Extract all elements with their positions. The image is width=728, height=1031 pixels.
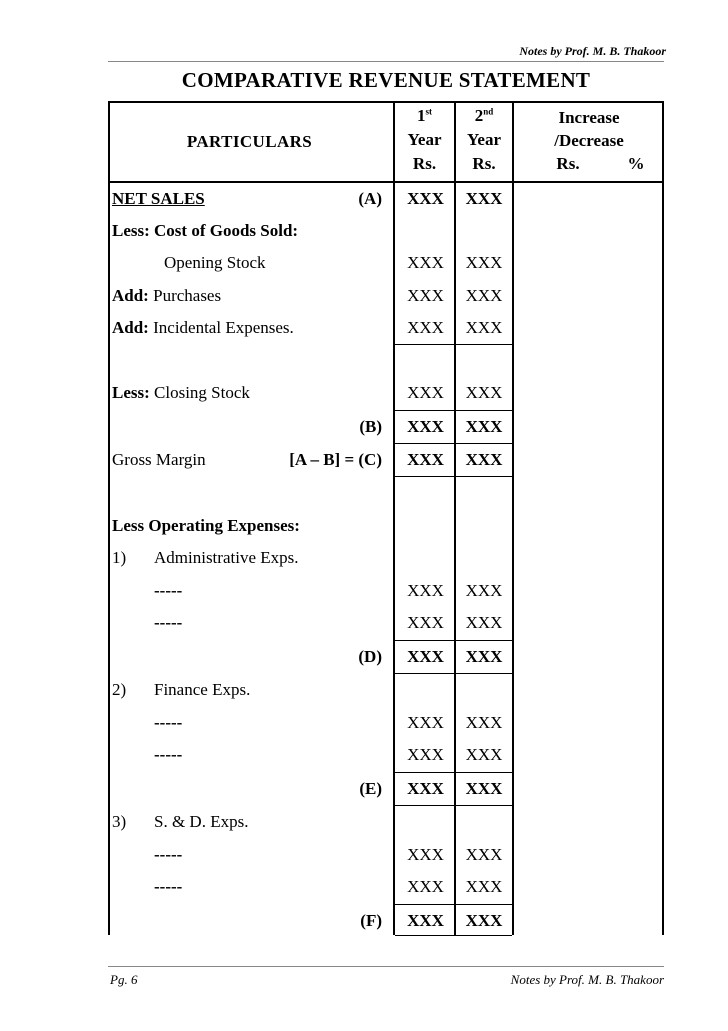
row-label-prefix: Add: xyxy=(112,318,149,337)
row-label: NET SALES xyxy=(112,189,205,208)
table-row-closing-stock xyxy=(108,377,664,409)
row-label-prefix: Add: xyxy=(112,286,149,305)
row-marker: (D) xyxy=(358,647,382,666)
year1-value: XXX xyxy=(407,647,444,666)
table-row-finance-item xyxy=(108,739,664,771)
year2-value: XXX xyxy=(465,911,503,930)
row-label: Administrative Exps. xyxy=(154,548,299,567)
row-label-group xyxy=(112,377,250,409)
header-decrease: /Decrease xyxy=(554,131,624,150)
row-label: ----- xyxy=(154,713,183,732)
header-year1-rs: Rs. xyxy=(412,154,437,173)
table-row-finance-item xyxy=(108,707,664,739)
year2-value: XXX xyxy=(465,647,503,666)
table-row-sd-item xyxy=(108,871,664,903)
year2-ordinal: 2 xyxy=(474,106,484,125)
table-row-gross-margin xyxy=(108,444,664,476)
year2-value: XXX xyxy=(465,845,503,864)
row-marker: (E) xyxy=(359,779,382,798)
year2-value: XXX xyxy=(465,253,503,272)
row-marker: [A – B] = (C) xyxy=(289,450,382,469)
table-row-incidental-expenses xyxy=(108,312,664,344)
row-label: S. & D. Exps. xyxy=(154,812,249,831)
table-row-total-b xyxy=(108,411,664,443)
page-number: Pg. 6 xyxy=(110,972,138,987)
subtotal-rule xyxy=(395,344,512,345)
year2-value: XXX xyxy=(465,713,503,732)
subtotal-rule xyxy=(395,935,512,936)
header-note: Notes by Prof. M. B. Thakoor xyxy=(519,44,666,58)
row-label: ----- xyxy=(154,845,183,864)
subtotal-rule xyxy=(395,476,512,477)
row-label: Gross Margin xyxy=(112,450,206,469)
year2-value: XXX xyxy=(465,383,503,402)
revenue-table xyxy=(108,101,664,935)
header-year1-number xyxy=(395,105,454,127)
table-row-opening-stock xyxy=(108,247,664,279)
year1-value: XXX xyxy=(407,877,444,896)
row-label: Purchases xyxy=(153,286,222,305)
row-marker: (F) xyxy=(360,911,382,930)
footer-note: Notes by Prof. M. B. Thakoor xyxy=(510,972,664,987)
year1-value: XXX xyxy=(407,779,444,798)
table-row-administrative-exps xyxy=(108,542,664,574)
row-label: Less Operating Expenses: xyxy=(112,516,300,535)
row-number: 3) xyxy=(112,812,127,831)
row-marker: (B) xyxy=(359,417,382,436)
year2-value: XXX xyxy=(465,450,503,469)
row-number: 2) xyxy=(112,680,127,699)
year1-value: XXX xyxy=(407,911,444,930)
year2-value: XXX xyxy=(465,745,503,764)
table-row-admin-item xyxy=(108,575,664,607)
year1-value: XXX xyxy=(407,581,444,600)
row-label: Opening Stock xyxy=(164,253,266,272)
year1-value: XXX xyxy=(407,613,444,632)
row-label: ----- xyxy=(154,877,183,896)
page-title: COMPARATIVE REVENUE STATEMENT xyxy=(181,68,591,92)
footer-divider xyxy=(108,966,664,967)
header-divider xyxy=(108,61,664,62)
table-row-total-e xyxy=(108,773,664,805)
row-label-group xyxy=(112,312,294,344)
header-year2-rs: Rs. xyxy=(472,154,496,173)
year1-value: XXX xyxy=(407,450,444,469)
table-row-net-sales xyxy=(108,183,664,215)
year1-value: XXX xyxy=(407,845,444,864)
header-particulars: PARTICULARS xyxy=(186,132,313,151)
year1-superscript: st xyxy=(425,106,432,117)
year1-value: XXX xyxy=(407,286,444,305)
header-year1-year: Year xyxy=(407,130,442,149)
table-row-cogs-heading xyxy=(108,215,664,247)
year1-value: XXX xyxy=(407,417,444,436)
table-row-operating-expenses-heading xyxy=(108,510,664,542)
row-label: Less: Cost of Goods Sold: xyxy=(112,221,299,240)
year1-value: XXX xyxy=(407,383,444,402)
year1-value: XXX xyxy=(407,189,444,208)
row-label-group xyxy=(112,280,221,312)
header-increase: Increase xyxy=(558,108,620,127)
table-row-total-f xyxy=(108,905,664,937)
row-label: ----- xyxy=(154,745,183,764)
table-row-sd-item xyxy=(108,839,664,871)
header-change-rs: Rs. xyxy=(556,154,580,173)
year1-ordinal: 1 xyxy=(417,106,426,125)
row-label: Incidental Expenses. xyxy=(153,318,294,337)
table-row-purchases xyxy=(108,280,664,312)
row-label: Finance Exps. xyxy=(154,680,251,699)
year2-value: XXX xyxy=(465,581,503,600)
year2-value: XXX xyxy=(465,613,503,632)
year2-value: XXX xyxy=(465,189,503,208)
row-label: Closing Stock xyxy=(154,383,250,402)
year2-value: XXX xyxy=(465,318,503,337)
table-row-finance-exps xyxy=(108,674,664,706)
header-year2-year: Year xyxy=(467,130,501,149)
year2-value: XXX xyxy=(465,779,503,798)
year2-value: XXX xyxy=(465,286,503,305)
header-change-percent: % xyxy=(627,154,645,173)
year1-value: XXX xyxy=(407,745,444,764)
year2-superscript: nd xyxy=(483,106,494,117)
row-number: 1) xyxy=(112,548,127,567)
year1-value: XXX xyxy=(407,253,444,272)
year1-value: XXX xyxy=(407,318,444,337)
row-marker: (A) xyxy=(358,189,382,208)
header-year2-number xyxy=(456,105,512,127)
row-label-prefix: Less: xyxy=(112,383,150,402)
year2-value: XXX xyxy=(465,877,503,896)
table-row-sd-exps xyxy=(108,806,664,838)
year2-value: XXX xyxy=(465,417,503,436)
table-row-total-d xyxy=(108,641,664,673)
row-label: ----- xyxy=(154,613,183,632)
year1-value: XXX xyxy=(407,713,444,732)
table-row-admin-item xyxy=(108,607,664,639)
table-top-border xyxy=(108,101,664,103)
row-label: ----- xyxy=(154,581,183,600)
